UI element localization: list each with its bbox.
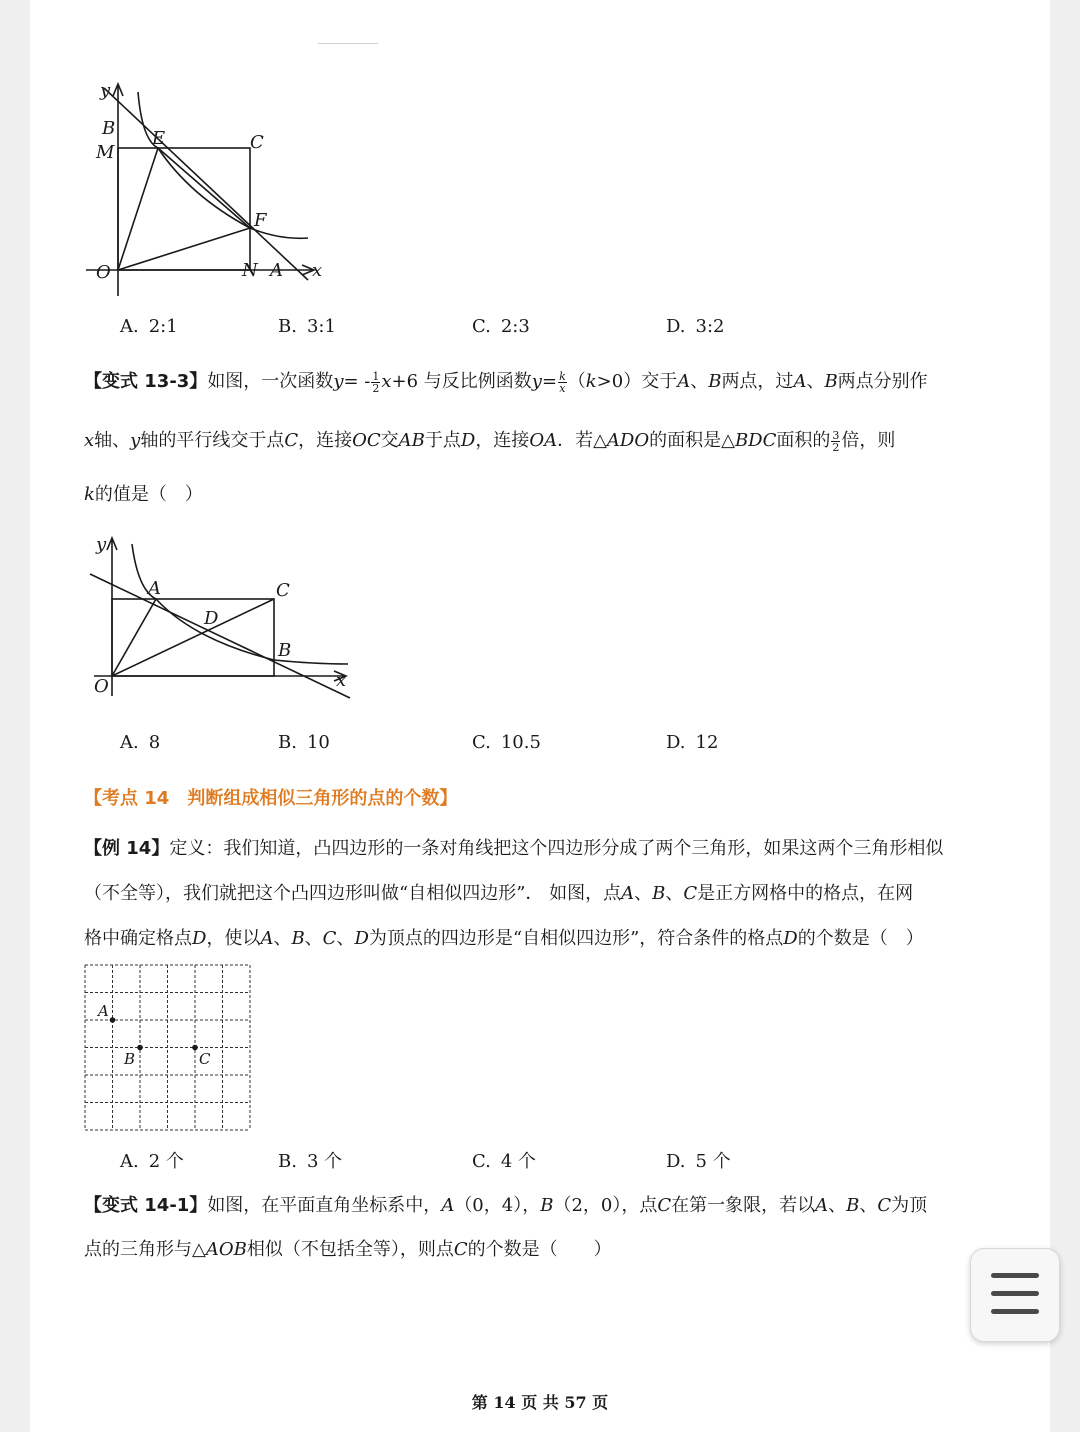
figure1-options — [120, 316, 1020, 346]
option-b[interactable]: B. 3 个 — [278, 1151, 343, 1172]
q14-1-line1: 【变式 14-1】如图，在平面直角坐标系中，A（0，4），B（2，0），点C在第一象限，若以A、B、C为顶 — [84, 1195, 928, 1216]
option-c[interactable]: C. 4 个 — [472, 1151, 537, 1172]
fig2-label-x: x — [336, 670, 347, 691]
grid-label-a: A — [98, 1002, 109, 1020]
fig2-label-y: y — [96, 534, 107, 555]
q13-3-line3: k的值是（ ） — [84, 484, 203, 505]
option-c[interactable]: C. 10.5 — [472, 732, 541, 753]
q13-3-tag: 【变式 13-3】 — [84, 371, 208, 392]
example14-options — [120, 1147, 1020, 1177]
option-d[interactable]: D. 5 个 — [666, 1151, 731, 1172]
fraction-one-half: $\frac{1}{2}$ — [372, 369, 380, 395]
fig1-label-e: E — [152, 128, 166, 149]
fig1-label-b: B — [102, 118, 116, 139]
q14-1-tag: 【变式 14-1】 — [84, 1195, 208, 1216]
option-c[interactable]: C. 2:3 — [472, 316, 530, 337]
fig2-label-c: C — [276, 580, 290, 601]
fig1-label-o: O — [96, 262, 111, 283]
top-divider — [318, 43, 378, 44]
fig1-label-m: M — [96, 142, 115, 163]
q14-1-line2: 点的三角形与△AOB相似（不包括全等），则点C的个数是（ ） — [84, 1239, 612, 1260]
figure-rectangle-hyperbola-2 — [84, 532, 354, 702]
fig1-label-f: F — [254, 210, 267, 231]
fraction-three-halves: $\frac{3}{2}$ — [832, 428, 840, 454]
fig2-label-o: O — [94, 676, 109, 697]
fig2-label-a: A — [148, 578, 161, 599]
option-a[interactable]: A. 2:1 — [120, 316, 178, 337]
figure-square-grid — [80, 964, 256, 1132]
option-b[interactable]: B. 3:1 — [278, 316, 336, 337]
example14-line1: 【例 14】定义：我们知道，凸四边形的一条对角线把这个四边形分成了两个三角形，如果这两个三角形相似 — [84, 838, 944, 859]
figure2-options — [120, 732, 1020, 762]
q13-3-line1: 【变式 13-3】如图，一次函数y= - $\frac{1}{2}$ x+6 与反比例函数y= $\frac{k}{x}$ （k>0）交于A、B两点，过A、B两点分别作 — [84, 369, 928, 395]
fig1-label-y: y — [100, 80, 111, 101]
option-d[interactable]: D. 12 — [666, 732, 719, 753]
option-d[interactable]: D. 3:2 — [666, 316, 725, 337]
example14-line3: 格中确定格点D，使以A、B、C、D为顶点的四边形是“自相似四边形”，符合条件的格点D的个数是（ ） — [84, 928, 924, 949]
example14-tag: 【例 14】 — [84, 838, 170, 859]
grid-label-c: C — [199, 1050, 211, 1068]
section-heading: 【考点 14 判断组成相似三角形的点的个数】 — [84, 788, 458, 809]
option-a[interactable]: A. 2 个 — [120, 1151, 184, 1172]
grid-label-b: B — [124, 1050, 136, 1068]
figure-rectangle-hyperbola-1 — [80, 78, 340, 300]
q13-3-line2: x轴、y轴的平行线交于点C，连接OC交AB于点D，连接OA．若△ADO的面积是△BDC面积的 $\frac{3}{2}$ 倍，则 — [84, 428, 896, 454]
option-a[interactable]: A. 8 — [120, 732, 161, 753]
fig1-label-c: C — [250, 132, 264, 153]
example14-line2: （不全等），我们就把这个凸四边形叫做“自相似四边形”． 如图，点A、B、C是正方网格中的格点，在网 — [84, 883, 914, 904]
page-footer: 第 14 页 共 57 页 — [471, 1393, 609, 1412]
option-b[interactable]: B. 10 — [278, 732, 330, 753]
menu-button[interactable] — [970, 1248, 1060, 1342]
fraction-k-over-x: $\frac{k}{x}$ — [559, 369, 566, 395]
fig1-label-a: A — [270, 260, 283, 281]
fig1-label-x: x — [312, 260, 323, 281]
fig2-label-d: D — [204, 608, 219, 629]
fig2-label-b: B — [278, 640, 292, 661]
fig1-label-n: N — [242, 260, 258, 281]
